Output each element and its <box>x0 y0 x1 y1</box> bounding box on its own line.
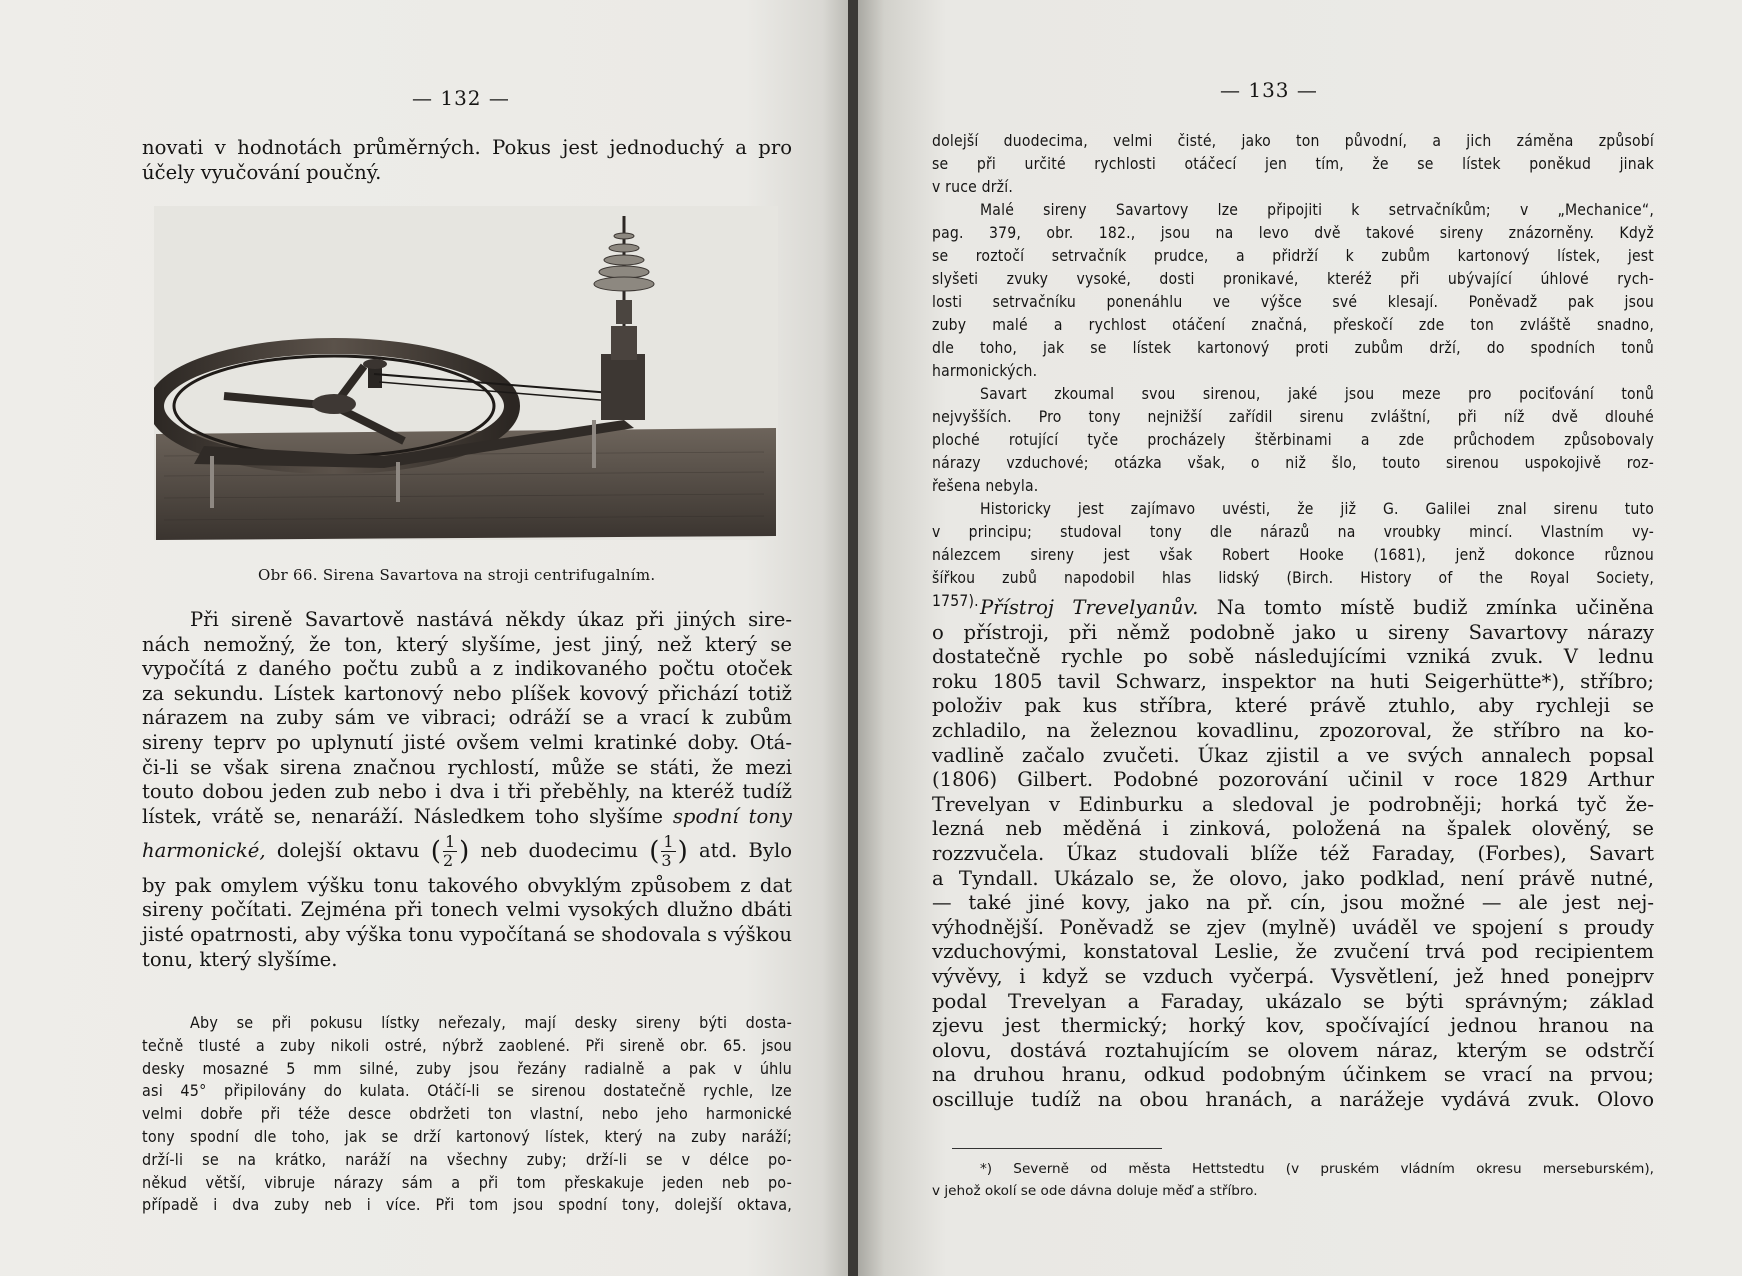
left-small-print: Aby se při pokusu lístky neřezaly, mají desky sireny býti dosta- tečně tlusté a zuby nikoli ostré, nýbrž zaoblené. Při sireně obr. 65. jsou desky mosazné 5 mm silné, zuby jsou řezány radialně a pak v úhlu asi 45° připilovány do kulata. Otáčí-li se sirenou dostatečně rychle, lze velmi dobře při téže desce obdržeti ton vlastní, nebo jeho harmonické tony spodní dle toho, jak se drží kartonový lístek, který na zuby naráží; drží-li se na krátko, naráží na všechny zuby; drží-li se v délce po- někud větší, vibruje nárazy sám a při tom přeskakuje jeden neb po- případě i dva zuby neb i více. Při tom jsou spodní tony, dolejší oktava, <box>142 1013 792 1215</box>
right-main-paragraph: Přístroj Trevelyanův. Na tomto místě budiž zmínka učiněna o přístroji, při němž podobně jako u sireny Savartovy nárazy dostatečně rychle po sobě následujícími vzniká zvuk. V lednu roku 1805 tavil Schwarz, inspektor na huti Seigerhütte*), stříbro; položiv pak kus stříbra, které právě ztuhlo, aby rychleji se zchladilo, na železnou kovadlinu, zpozoroval, že stříbro na ko- vadlině začalo zvučeti. Úkaz zjistil a ve svých annalech popsal (1806) Gilbert. Podobné pozorování učinil v roce 1829 Arthur Trevelyan v Edinburku a sledoval je podrobněji; horká tyč že- lezná neb měděná i zinková, položená na špalek olověný, se rozzvučela. Úkaz studovali blíže též Faraday, (Forbes), Savart a Tyndall. Ukázalo se, že olovo, jako podklad, není právě nutné, — také jiné kovy, jako na př. cín, jsou možné — ale jest nej- výhodnější. Poněvadž se zjev (mylně) uváděl ve spojení s proudy vzduchovými, konstatoval Leslie, že zvučení trvá pod recipientem vývěvy, i když se vzduch vyčerpá. Vysvětlení, jež hned ponejprv podal Trevelyan a Faraday, ukázalo se býti správným; základ zjevu jest thermický; horký kov, spočívající jednou hranou na olovu, dostává roztahujícím se olovem náraz, kterým se odstrčí na druhou hranu, odkud podobným účinkem se vrací na prvou; oscilluje tudíž na obou hranách, a narážeje vydává zvuk. Olovo <box>932 596 1654 1111</box>
book-gutter <box>848 0 858 1276</box>
right-small-print: dolejší duodecima, velmi čisté, jako ton původní, a jich záměna způsobí se při určité rychlosti otáčecí jen tím, že se lístek poněkud jinak v ruce drží. Malé sireny Savartovy lze připojiti k setrvačníkům; v „Mechanice“, pag. 379, obr. 182., jsou na levo dvě takové sireny znázorněny. Když se roztočí setrvačník prudce, a přidrží k zubům kartonový lístek, jest slyšeti zvuky vysoké, dosti pronikavé, kteréž při ubývající úhlové rych- losti setrvačníku ponenáhlu ve výšce své klesají. Poněvadž pak jsou zuby malé a rychlost otáčení značná, přeskočí zde ton zvláště snadno, dle toho, jak se lístek kartonový proti zubům drží, do spodních tonů harmonických. Savart zkoumal svou sirenou, jaké jsou meze pro pociťování tonů nejvyšších. Pro tony nejnižší zařídil sirenu zvláštní, při níž dvě dlouhé ploché rotující tyče procházely štěrbinami a zde průchodem způsobovaly nárazy vzduchové; otázka však, o niž šlo, touto sirenou uspokojivě roz- řešena nebyla. Historicky jest zajímavo uvésti, že již G. Galilei znal sirenu tuto v principu; studoval tony dle nárazů na vroubky mincí. Vlastním vy- nálezcem sireny jest však Robert Hooke (1681), jenž dokonce různou šířkou zubů napodobil hlas lidský (Birch. History of the Royal Society, 1757). <box>932 132 1654 610</box>
page-number-left: — 132 — <box>412 86 510 110</box>
footnote: *) Severně od města Hettstedtu (v pruském vládním okresu merseburském), v jehož okolí se ode dávna doluje měď a stříbro. <box>932 1161 1654 1199</box>
footnote-rule <box>952 1148 1162 1149</box>
siren-figure-image <box>154 206 778 540</box>
left-page <box>0 0 848 1276</box>
figure-caption: Obr 66. Sirena Savartova na stroji centrifugalním. <box>258 566 656 584</box>
right-page <box>858 0 1742 1276</box>
left-top-paragraph: novati v hodnotách průměrných. Pokus jest jednoduchý a pro účely vyučování poučný. <box>142 136 792 184</box>
section-title-trevelyan: Přístroj Trevelyanův. <box>980 596 1199 619</box>
fraction-line: harmonické, dolejší oktavu ( $\frac{1}{2}$ ) neb duodecimu ( $\frac{1}{3}$ ) atd. Bylo <box>142 832 793 871</box>
page-number-right: — 133 — <box>1220 78 1318 102</box>
left-main-paragraph: Při sireně Savartově nastává někdy úkaz při jiných sire- nách nemožný, že ton, který slyšíme, jest jiný, než který se vypočítá z daného počtu zubů a z indikovaného počtu otoček za sekundu. Lístek kartonový nebo plíšek kovový přichází totiž nárazem na zuby sám ve vibraci; odráží se a vrací k zubům sireny teprv po uplynutí jisté ovšem velmi kratinké doby. Otá- či-li se však sirena značnou rychlostí, může se státi, že mezi touto dobou jeden zub nebo i dva i tři přeběhly, na kteréž tudíž lístek, vrátě se, nenaráží. Následkem toho slyšíme spodní tony harmonické, dolejší oktavu ( $\frac{1}{2}$ ) neb duodecimu ( $\frac{1}{3}$ ) atd. Bylo by pak omylem výšku tonu takového obvyklým způsobem z dat sireny počítati. Zejména při tonech velmi vysokých dlužno dbáti jisté opatrnosti, aby výška tonu vypočítaná se shodovala s výškou tonu, který slyšíme. <box>142 608 793 971</box>
